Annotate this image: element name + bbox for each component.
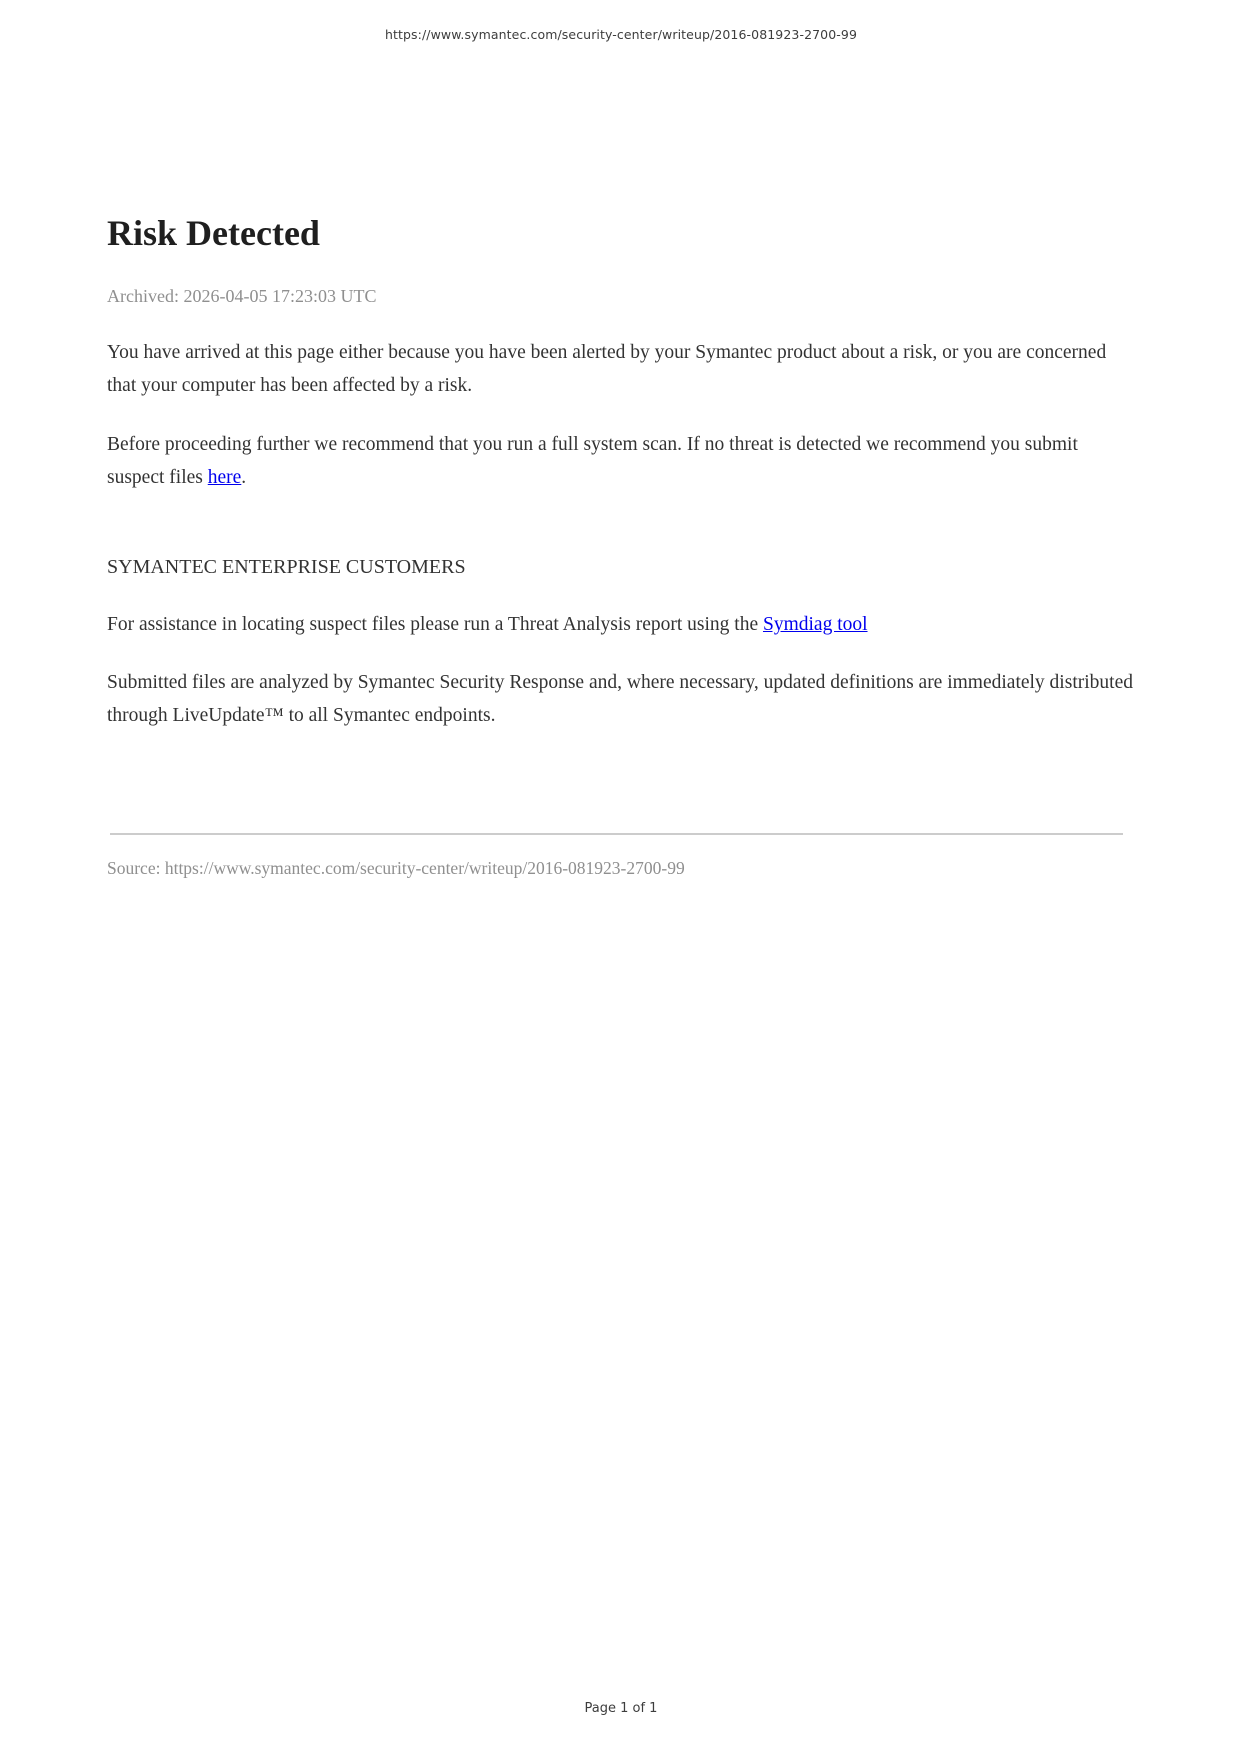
enterprise-paragraph-1 [107, 608, 1137, 641]
submit-files-here-link[interactable]: here [207, 467, 242, 488]
page-title: Risk Detected [107, 213, 320, 253]
enterprise-paragraph-2: Submitted files are analyzed by Symantec Security Response and, where necessary, updated definitions are immediately distributed through LiveUpdate™ to all Symantec endpoints. [107, 672, 1133, 726]
intro-paragraph-2 [107, 428, 1137, 494]
intro-paragraph-2-period: . [241, 467, 247, 488]
page-number-footer: Page 1 of 1 [584, 1701, 658, 1716]
symdiag-tool-link[interactable]: Symdiag tool [762, 614, 868, 635]
horizontal-divider [110, 833, 1123, 835]
intro-paragraph-1: You have arrived at this page either because you have been alerted by your Symantec product about a risk, or you are concerned that your computer has been affected by a risk. [107, 342, 1107, 396]
intro-paragraph-2-text: Before proceeding further we recommend that you run a full system scan. If no threat is detected we recommend you submit suspect files [107, 434, 1078, 488]
header-url: https://www.symantec.com/security-center/writeup/2016-081923-2700-99 [384, 27, 857, 42]
archived-timestamp: Archived: 2026-04-05 17:23:03 UTC [107, 286, 377, 306]
enterprise-customers-heading: SYMANTEC ENTERPRISE CUSTOMERS [107, 556, 466, 578]
enterprise-paragraph-1-text: For assistance in locating suspect files please run a Threat Analysis report using the [107, 614, 763, 635]
source-url-line: Source: https://www.symantec.com/security-center/writeup/2016-081923-2700-99 [107, 858, 685, 878]
